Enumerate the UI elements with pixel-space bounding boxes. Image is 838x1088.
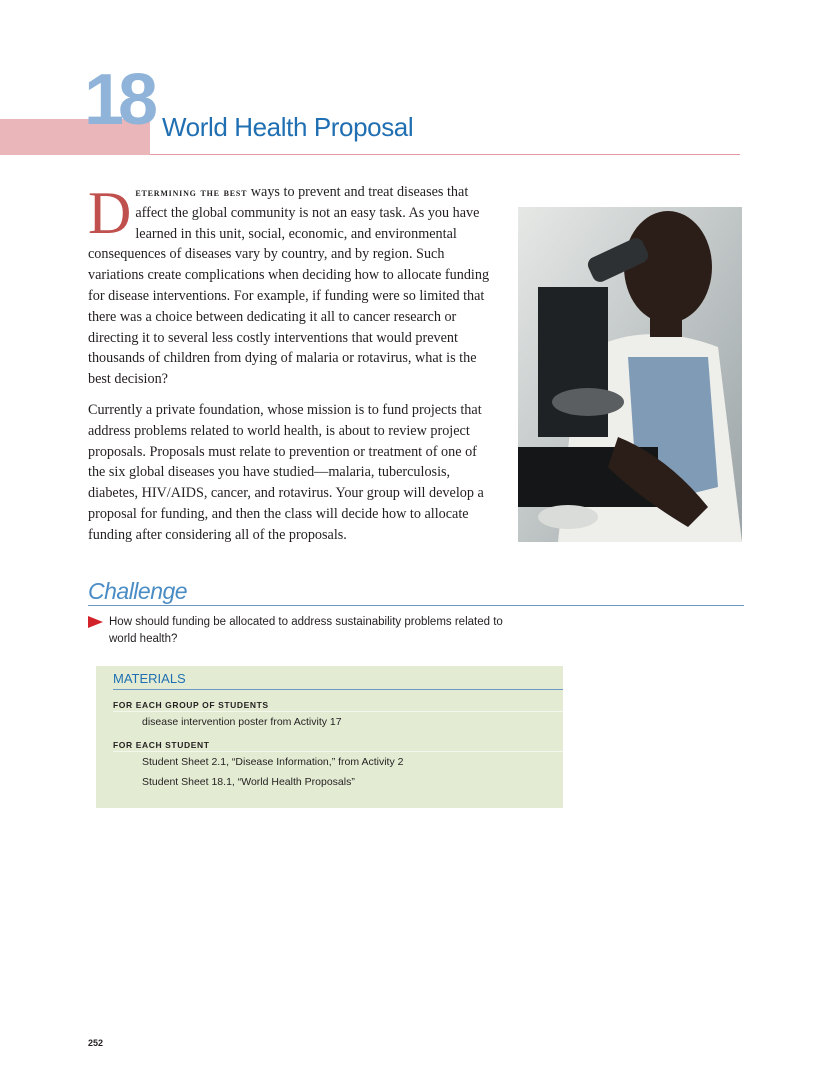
challenge-question-line-1: How should funding be allocated to address sustainability problems related to <box>109 616 503 628</box>
student-item-2: Student Sheet 18.1, “World Health Proposals” <box>142 776 355 788</box>
group-divider <box>113 711 563 712</box>
challenge-heading: Challenge <box>88 578 188 604</box>
group-item: disease intervention poster from Activity 17 <box>142 716 342 728</box>
group-label: FOR EACH GROUP OF STUDENTS <box>113 700 269 710</box>
intro-text <box>88 182 496 556</box>
challenge-rule <box>88 605 744 606</box>
intro-paragraph-1 <box>88 182 496 390</box>
materials-heading: MATERIALS <box>113 671 186 686</box>
student-label: FOR EACH STUDENT <box>113 740 210 750</box>
lead-in: etermining the best <box>135 185 248 199</box>
scientist-microscope-photo <box>518 207 742 542</box>
student-divider <box>113 751 563 752</box>
intro-paragraph-1-text: ways to prevent and treat diseases that affect the global community is not an easy task. As you have learned in this unit, social, economic, and environmental consequences of diseases vary by country, and by region. Such variations create complications when deciding how to allocate funding for disease interventions. For example, if funding were so limited that there was a choice between dedicating it all to cancer research or directing it to several less costly interventions that would prevent thousands of children from dying of malaria or rotavirus, what is the best decision? <box>88 184 490 388</box>
intro-paragraph-2: Currently a private foundation, whose mission is to fund projects that address problems related to world health, is about to review project proposals. Proposals must relate to prevention or treatment of one of the six global diseases you have studied—malaria, tuberculosis, diabetes, HIV/AIDS, cancer, and rotavirus. Your group will develop a proposal for funding, and then the class will decide how to allocate funding after considering all of the proposals. <box>88 401 484 543</box>
chapter-title: World Health Proposal <box>162 112 414 142</box>
drop-cap: D <box>88 180 132 246</box>
challenge-question <box>109 614 519 648</box>
pointer-triangle-icon <box>88 616 103 628</box>
materials-rule <box>113 689 563 690</box>
header-rule <box>150 154 740 155</box>
chapter-number: 18 <box>84 60 153 140</box>
challenge-question-line-2: world health? <box>109 633 178 645</box>
page-number: 252 <box>88 1038 104 1048</box>
student-item-1: Student Sheet 2.1, “Disease Information,” from Activity 2 <box>142 756 404 768</box>
